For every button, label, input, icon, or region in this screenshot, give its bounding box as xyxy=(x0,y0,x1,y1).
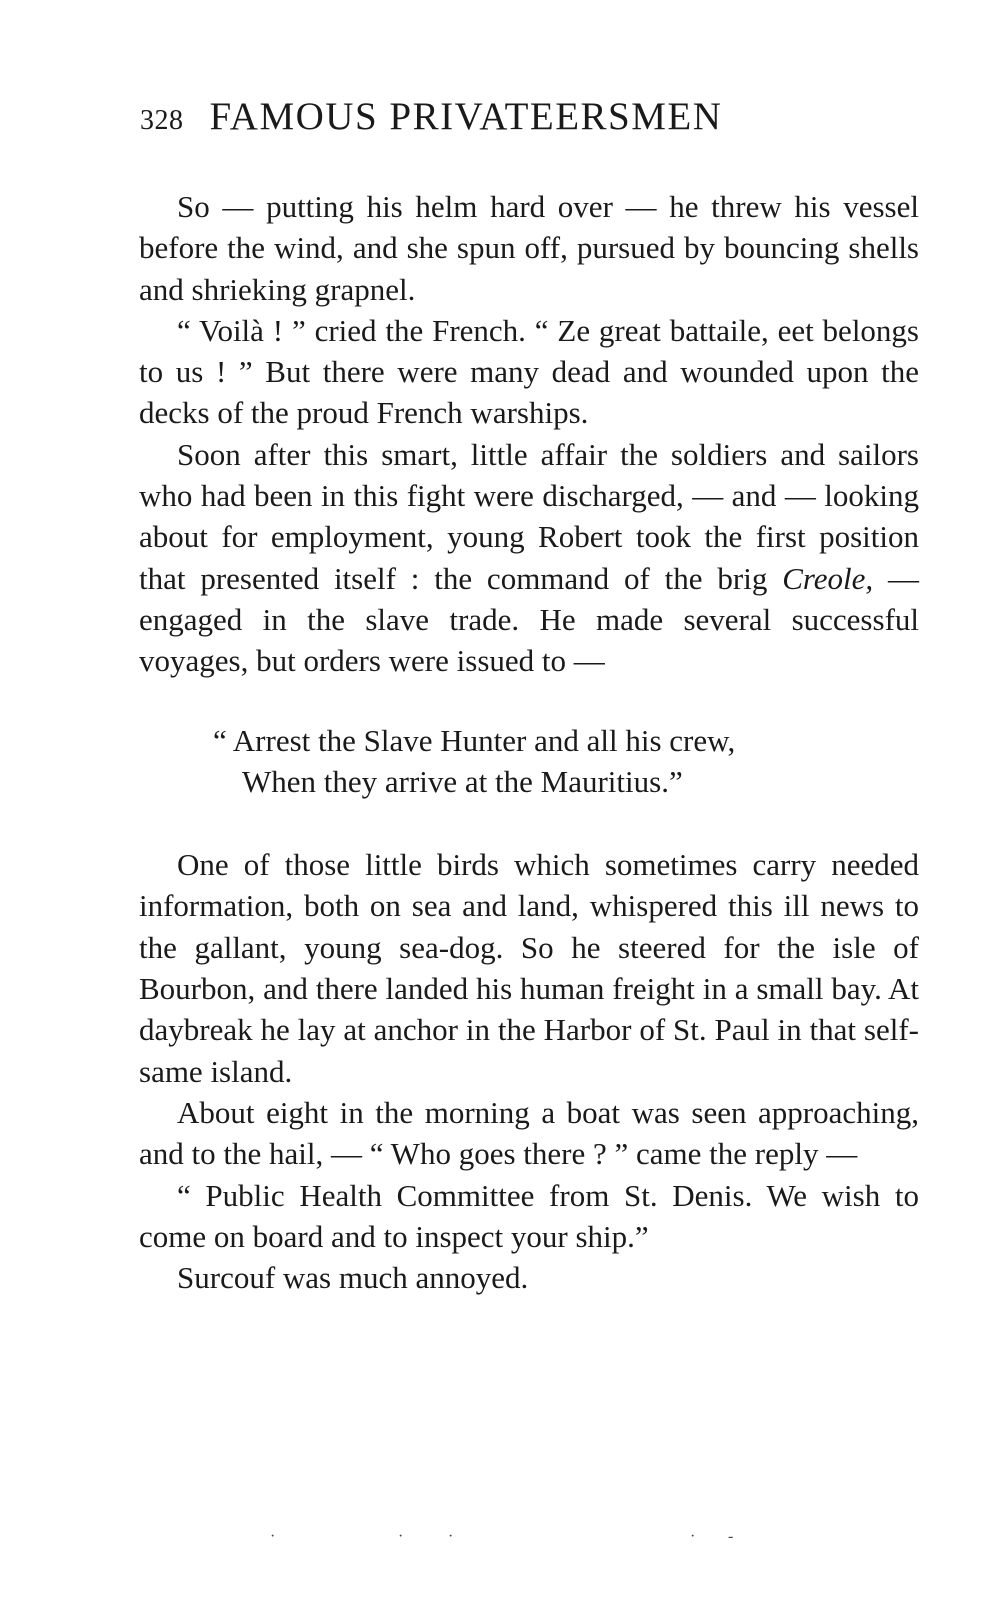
paragraph-little-birds: One of those little birds which sometimes carry needed information, both on sea and land, whispered this ill news to the gallant, young sea-dog. So he steered for the isle of Bourbon, and there landed his human freight in a small bay. At daybreak he lay at anchor in the Harbor of St. Paul in that self-same island. xyxy=(139,847,919,1089)
speck-3: · xyxy=(448,1528,456,1545)
running-title: FAMOUS PRIVATEERSMEN xyxy=(209,95,723,138)
verse-line-1: “ Arrest the Slave Hunter and all his crew, xyxy=(213,722,736,758)
paragraph-creole-text-a: Soon after this smart, little affair the soldiers and sailors who had been in this fight were discharged, — and — looking about for employment, young Robert took the first position that presented itself : the command of the brig xyxy=(139,436,919,596)
body-text xyxy=(139,186,919,1298)
paragraph-creole-text-b: — engaged in the slave trade. He made several successful voyages, but orders were issued to — xyxy=(139,560,920,679)
paragraph-health-committee: “ Public Health Committee from St. Denis. We wish to come on board and to inspect your ship.” xyxy=(139,1177,919,1254)
page-number: 328 xyxy=(140,105,184,136)
verse-quote xyxy=(139,720,919,803)
speck-2: · xyxy=(398,1528,406,1545)
paragraph-helm: So — putting his helm hard over — he threw his vessel before the wind, and she spun off, pursued by bouncing shells and shrieking grapnel. xyxy=(139,189,919,307)
paragraph-voila: “ Voilà ! ” cried the French. “ Ze great battaile, eet belongs to us ! ” But there were many dead and wounded upon the decks of the proud French warships. xyxy=(139,312,919,431)
paragraph-creole xyxy=(139,434,919,682)
paragraph-surcouf-annoyed: Surcouf was much annoyed. xyxy=(177,1260,529,1296)
speck-4: · xyxy=(690,1528,698,1545)
print-specks xyxy=(270,1528,750,1545)
verse-line-2: When they arrive at the Mauritius.” xyxy=(242,763,683,799)
paragraph-boat-approaching: About eight in the morning a boat was seen approaching, and to the hail, — “ Who goes there ? ” came the reply — xyxy=(139,1094,919,1172)
ship-name-creole: Creole, xyxy=(782,560,874,596)
speck-5: - xyxy=(728,1528,736,1545)
speck-1: · xyxy=(270,1528,278,1545)
running-head xyxy=(140,94,940,144)
